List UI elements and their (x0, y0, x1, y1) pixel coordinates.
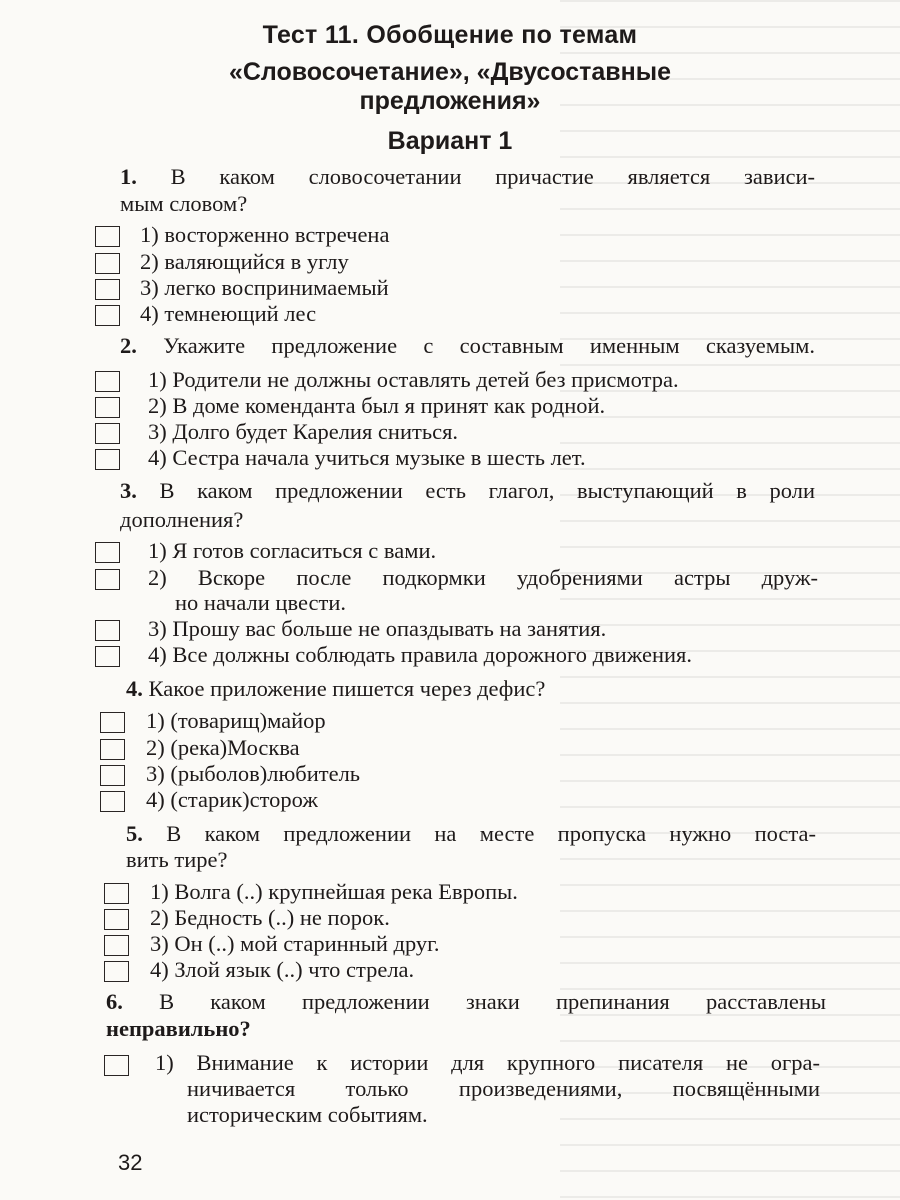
question-number: 4. (126, 676, 143, 701)
question-line: Укажите предложение с составным именным сказуемым. (163, 333, 816, 358)
question-number: 2. (120, 333, 137, 358)
answer-checkbox[interactable] (100, 765, 125, 786)
option-2-3: 3) Долго будет Карелия сниться. (148, 419, 459, 444)
question-3-line-2: дополнения? (120, 507, 244, 532)
answer-checkbox[interactable] (95, 397, 120, 418)
option-6-1: 1) Внимание к истории для крупного писателя не огра- (155, 1050, 820, 1075)
option-2-1: 1) Родители не должны оставлять детей без присмотра. (148, 367, 679, 392)
option-3-4: 4) Все должны соблюдать правила дорожного движения. (148, 642, 692, 667)
answer-checkbox[interactable] (95, 371, 120, 392)
option-4-3: 3) (рыболов)любитель (146, 761, 361, 786)
question-1-line-2: мым словом? (120, 191, 248, 216)
question-line: Какое приложение пишется через дефис? (148, 676, 546, 701)
option-6-1-end: историческим событиям. (187, 1102, 428, 1127)
question-line: В каком предложении знаки препинания расставлены (159, 989, 826, 1014)
option-1-3: 3) легко воспринимаемый (140, 275, 389, 300)
option-2-4: 4) Сестра начала учиться музыке в шесть лет. (148, 445, 586, 470)
answer-checkbox[interactable] (95, 646, 120, 667)
question-line: В каком словосочетании причастие является зависи- (170, 164, 816, 189)
question-6-text (106, 989, 826, 1015)
option-1-4: 4) темнеющий лес (140, 301, 317, 326)
question-number: 5. (126, 821, 143, 846)
option-3-1: 1) Я готов согласиться с вами. (148, 538, 437, 563)
question-3-text (120, 478, 815, 504)
option-3-2: 2) Вскоре после подкормки удобрениями астры друж- (148, 565, 818, 590)
answer-checkbox[interactable] (104, 883, 129, 904)
option-3-2-continued: но начали цвести. (175, 590, 347, 615)
option-5-4: 4) Злой язык (..) что стрела. (150, 957, 415, 982)
answer-checkbox[interactable] (95, 542, 120, 563)
answer-checkbox[interactable] (95, 279, 120, 300)
answer-checkbox[interactable] (100, 739, 125, 760)
question-1-text (120, 164, 815, 190)
question-number: 3. (120, 478, 137, 503)
option-5-3: 3) Он (..) мой старинный друг. (150, 931, 440, 956)
answer-checkbox[interactable] (95, 423, 120, 444)
test-title-line-1: Тест 11. Обобщение по темам (262, 21, 638, 49)
answer-checkbox[interactable] (100, 791, 125, 812)
question-5-text (126, 821, 816, 847)
answer-checkbox[interactable] (104, 1055, 129, 1076)
option-5-1: 1) Волга (..) крупнейшая река Европы. (150, 879, 518, 904)
question-number: 1. (120, 164, 137, 189)
test-title-line-3: предложения» (359, 87, 541, 115)
option-4-4: 4) (старик)сторож (146, 787, 318, 812)
answer-checkbox[interactable] (104, 961, 129, 982)
option-2-2: 2) В доме коменданта был я принят как родной. (148, 393, 606, 418)
answer-checkbox[interactable] (95, 620, 120, 641)
option-5-2: 2) Бедность (..) не порок. (150, 905, 390, 930)
option-6-1-continued: ничивается только произведениями, посвящёнными (187, 1076, 820, 1101)
variant-heading: Вариант 1 (387, 127, 513, 155)
page-number: 32 (118, 1150, 143, 1175)
option-3-3: 3) Прошу вас больше не опаздывать на занятия. (148, 616, 607, 641)
question-2-text (120, 333, 815, 359)
answer-checkbox[interactable] (104, 909, 129, 930)
option-1-1: 1) восторженно встречена (140, 222, 390, 247)
option-4-2: 2) (река)Москва (146, 735, 300, 760)
question-4-text (126, 676, 821, 702)
answer-checkbox[interactable] (95, 226, 120, 247)
answer-checkbox[interactable] (95, 253, 120, 274)
answer-checkbox[interactable] (95, 449, 120, 470)
question-6-emphasis: неправильно? (106, 1016, 251, 1041)
question-5-line-2: вить тире? (126, 847, 228, 872)
answer-checkbox[interactable] (95, 569, 120, 590)
question-line: В каком предложении есть глагол, выступающий в роли (159, 478, 815, 503)
test-title-line-2: «Словосочетание», «Двусоставные (228, 58, 672, 86)
question-line: В каком предложении на месте пропуска нужно поста- (166, 821, 816, 846)
answer-checkbox[interactable] (95, 305, 120, 326)
answer-checkbox[interactable] (100, 712, 125, 733)
option-1-2: 2) валяющийся в углу (140, 249, 349, 274)
answer-checkbox[interactable] (104, 935, 129, 956)
option-4-1: 1) (товарищ)майор (146, 708, 326, 733)
question-number: 6. (106, 989, 123, 1014)
